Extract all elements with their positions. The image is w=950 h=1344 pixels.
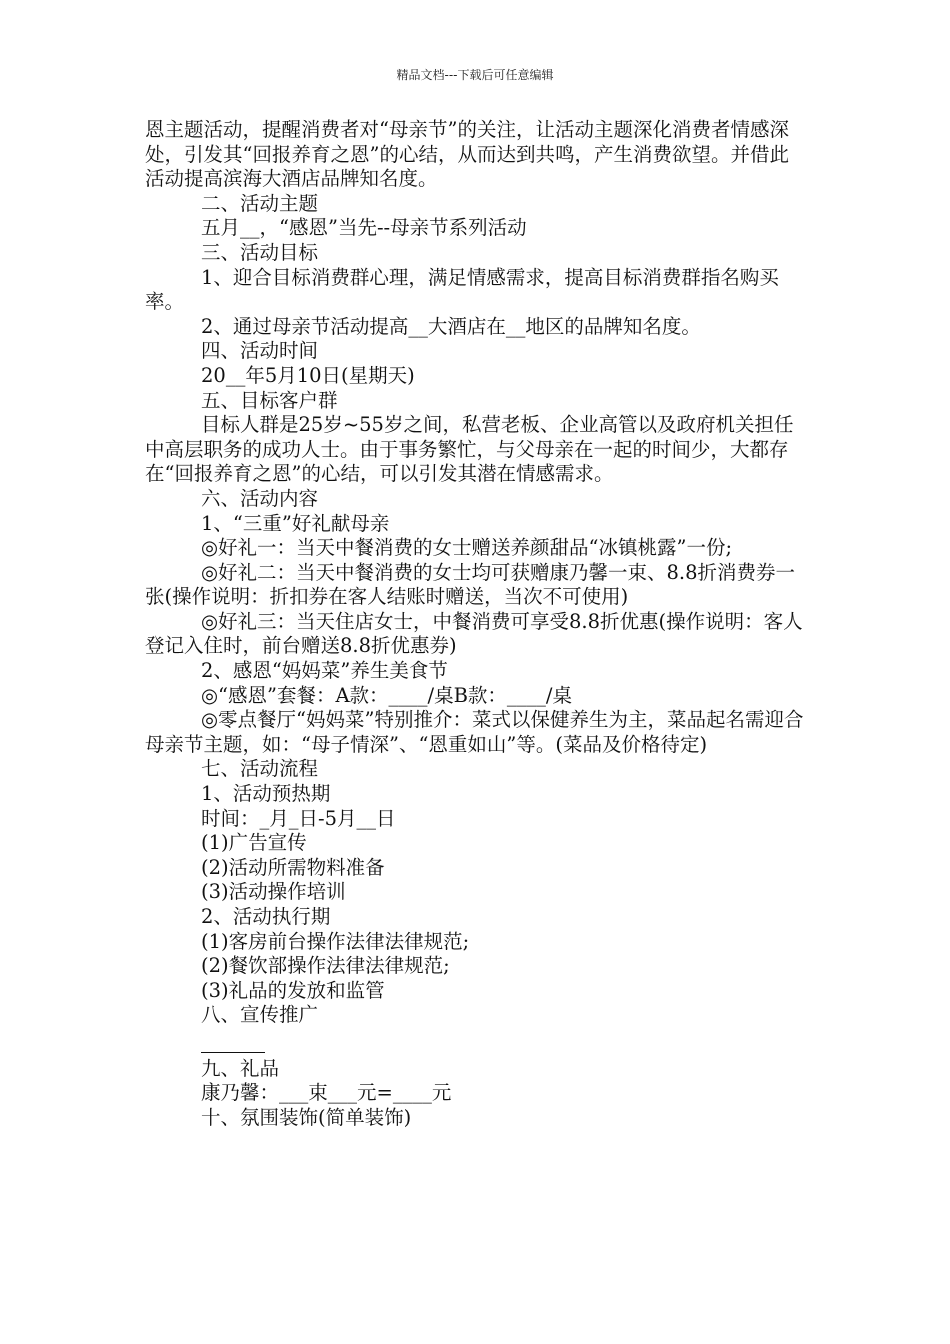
paragraph-warmup-time: 时间：_月_日-5月__日 [201, 806, 396, 830]
document-body [145, 118, 807, 1130]
paragraph-warmup-1: (1)广告宣传 [201, 831, 307, 855]
heading-flow: 七、活动流程 [201, 757, 319, 781]
heading-time: 四、活动时间 [201, 339, 319, 363]
paragraph-warmup: 1、活动预热期 [201, 782, 331, 806]
paragraph-goal-2: 2、通过母亲节活动提高__大酒店在__地区的品牌知名度。 [201, 314, 701, 338]
paragraph-execution-3: (3)礼品的发放和监管 [201, 978, 385, 1002]
paragraph-gift-3: ◎好礼三：当天住店女士，中餐消费可享受8.8折优惠(操作说明：客人登记入住时，前台赠送8.8折优惠券) [145, 609, 803, 658]
paragraph-execution: 2、活动执行期 [201, 905, 331, 928]
paragraph-warmup-3: (3)活动操作培训 [201, 880, 346, 904]
page-header: 精品文档---下载后可任意编辑 [396, 68, 554, 82]
paragraph-time: 20__年5月10日(星期天) [201, 363, 415, 387]
blank-line-divider [201, 1028, 265, 1053]
heading-promotion: 八、宣传推广 [201, 1003, 319, 1027]
heading-decoration: 十、氛围装饰(简单装饰) [201, 1105, 412, 1129]
heading-gifts: 九、礼品 [201, 1056, 280, 1080]
paragraph-set-menu: ◎“感恩”套餐：A款：____/桌B款：____/桌 [201, 683, 573, 707]
paragraph-warmup-2: (2)活动所需物料准备 [201, 855, 385, 879]
heading-target: 五、目标客户群 [201, 388, 338, 412]
paragraph-goal-1: 1、迎合目标消费群心理，满足情感需求，提高目标消费群指名购买率。 [145, 265, 779, 314]
paragraph-execution-2: (2)餐饮部操作法律法律规范; [201, 954, 450, 978]
paragraph-intro: 恩主题活动，提醒消费者对“母亲节”的关注，让活动主题深化消费者情感深处，引发其“回报养育之恩”的心结，从而达到共鸣，产生消费欲望。并借此活动提高滨海大酒店品牌知名度。 [145, 118, 789, 191]
paragraph-target: 目标人群是25岁~55岁之间，私营老板、企业高管以及政府机关担任中高层职务的成功人士。由于事务繁忙，与父母亲在一起的时间少，大都存在“回报养育之恩”的心结，可以引发其潜在情感需求。 [145, 413, 794, 486]
paragraph-gift-1: ◎好礼一：当天中餐消费的女士赠送养颜甜品“冰镇桃露”一份; [201, 536, 733, 560]
paragraph-gift-title: 1、“三重”好礼献母亲 [201, 511, 390, 535]
paragraph-carnation: 康乃馨：___束___元=____元 [201, 1081, 452, 1105]
paragraph-gift-2: ◎好礼二：当天中餐消费的女士均可获赠康乃馨一束、8.8折消费券一张(操作说明：折扣券在客人结账时赠送，当次不可使用) [145, 560, 796, 609]
heading-content: 六、活动内容 [201, 486, 319, 510]
paragraph-theme: 五月__，“感恩”当先--母亲节系列活动 [201, 216, 527, 240]
paragraph-execution-1: (1)客房前台操作法律法律规范; [201, 929, 470, 953]
heading-goals: 三、活动目标 [201, 240, 319, 264]
heading-theme: 二、活动主题 [201, 191, 319, 215]
paragraph-special-menu: ◎零点餐厅“妈妈菜”特别推介：菜式以保健养生为主，菜品起名需迎合母亲节主题，如：“母子情深”、“恩重如山”等。(菜品及价格待定) [145, 708, 804, 756]
paragraph-food-title: 2、感恩“妈妈菜”养生美食节 [201, 659, 448, 683]
